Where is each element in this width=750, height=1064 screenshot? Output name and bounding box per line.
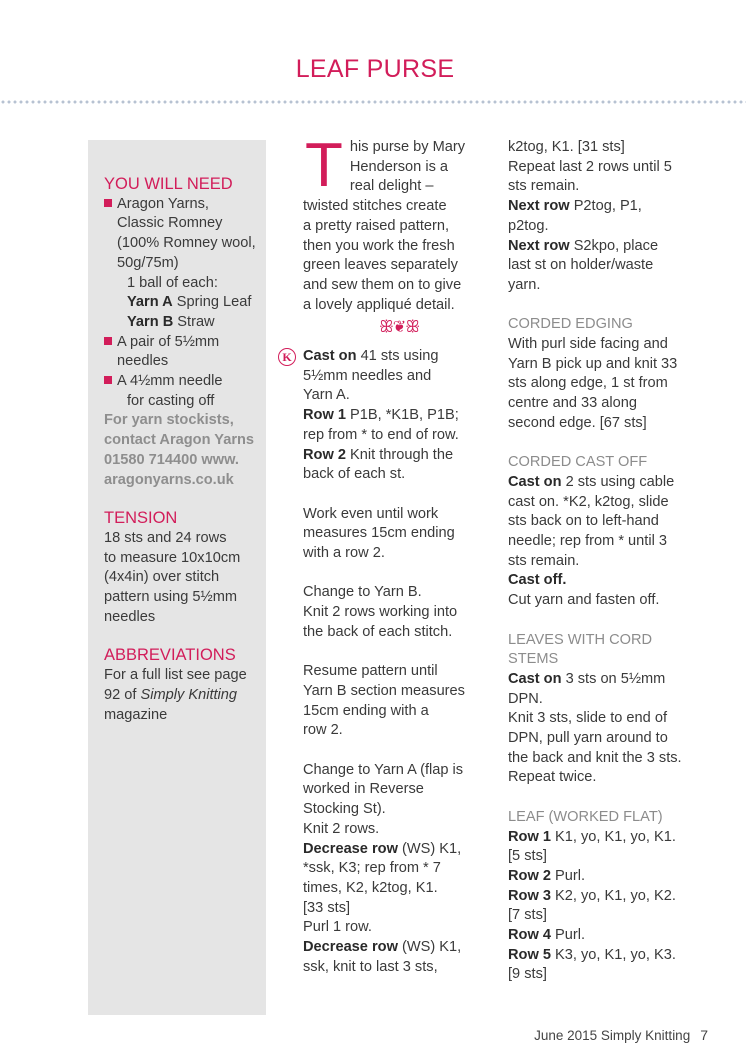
stockists-line: contact Aragon Yarns (104, 432, 255, 449)
pattern-line: Change to Yarn B. (303, 584, 422, 601)
pattern-line: With purl side facing and (508, 336, 668, 353)
pattern-line: Change to Yarn A (flap is (303, 761, 464, 778)
page-number: 7 (700, 1027, 708, 1043)
pattern-line: sts remain. (508, 178, 580, 195)
cast-on-line: Cast on 3 sts on 5½mm (508, 670, 666, 687)
materials-line: needles (117, 353, 169, 370)
pattern-line: Resume pattern until (303, 663, 438, 680)
materials-item: A pair of 5½mm (104, 333, 274, 353)
pattern-line: row 2. (303, 722, 343, 739)
abbreviations-line: For a full list see page (104, 667, 247, 684)
intro-line: real delight – (349, 178, 434, 195)
intro-line: a lovely appliqué detail. (303, 296, 455, 313)
pattern-line: [33 sts] (303, 899, 351, 916)
tension-line: needles (104, 608, 156, 625)
intro-line: green leaves separately (303, 257, 458, 274)
page-title: LEAF PURSE (295, 55, 455, 83)
intro-line: then you work the fresh (303, 237, 455, 254)
intro-line: a pretty raised pattern, (303, 217, 450, 234)
leaf-row-line: Row 5 K3, yo, K1, yo, K3. (508, 946, 676, 963)
pattern-line: the back and knit the 3 sts. (508, 749, 682, 766)
pattern-line: Repeat last 2 rows until 5 (508, 158, 672, 175)
decrease-row-line: Decrease row (WS) K1, (303, 939, 462, 956)
issue-label: June 2015 Simply Knitting (534, 1028, 691, 1043)
tension-line: 18 sts and 24 rows (104, 529, 227, 546)
pattern-line: sts along edge, 1 st from (508, 375, 668, 392)
stitch-count: [5 sts] (508, 848, 547, 865)
leaf-row-line: Row 4 Purl. (508, 927, 586, 944)
pattern-line: cast on. *K2, k2tog, slide (508, 493, 669, 510)
pattern-line: rep from * to end of row. (303, 426, 459, 443)
tension-heading: TENSION (104, 509, 178, 528)
pattern-line: Knit 3 sts, slide to end of (508, 710, 667, 727)
materials-item: Aragon Yarns, (104, 195, 274, 215)
pattern-line: Knit 2 rows working into (303, 604, 458, 621)
pattern-line: centre and 33 along (508, 395, 638, 412)
pattern-line: Yarn B section measures (303, 682, 465, 699)
pattern-line: 15cm ending with a (303, 702, 429, 719)
leaf-flat-heading: LEAF (WORKED FLAT) (508, 808, 663, 825)
intro-line: Henderson is a (349, 158, 449, 175)
pattern-line: sts back on to left-hand (508, 513, 659, 530)
materials-line: Classic Romney (117, 215, 223, 232)
pattern-line: back of each st. (303, 466, 406, 483)
cast-off-line: Cast off. (508, 572, 567, 589)
pattern-line: DPN, pull yarn around to (508, 730, 668, 747)
tension-line: pattern using 5½mm (104, 589, 238, 606)
intro-line: and sew them on to give (303, 276, 462, 293)
intro-line: his purse by Mary (349, 139, 466, 155)
abbreviations-line: magazine (104, 706, 168, 723)
row1-line: Row 1 P1B, *K1B, P1B; (303, 407, 459, 424)
stitch-count: [7 sts] (508, 907, 547, 924)
pattern-line: Cut yarn and fasten off. (508, 592, 660, 609)
pattern-line: yarn. (508, 276, 541, 293)
materials-line: 1 ball of each: (127, 274, 218, 291)
tension-line: to measure 10x10cm (104, 549, 241, 566)
pattern-line: the back of each stitch. (303, 623, 453, 640)
pattern-line: k2tog, K1. [31 sts] (508, 139, 625, 155)
sidebar-content (104, 175, 274, 725)
intro-line: twisted stitches create (303, 198, 447, 215)
pattern-line: Yarn B pick up and knit 33 (508, 355, 678, 372)
yarn-a-line: Yarn A Spring Leaf (127, 294, 252, 311)
pattern-line: Purl 1 row. (303, 919, 372, 936)
leaf-row-line: Row 3 K2, yo, K1, yo, K2. (508, 887, 676, 904)
dotted-divider (0, 100, 746, 104)
materials-line: (100% Romney wool, (117, 235, 256, 252)
pattern-line: worked in Reverse (303, 781, 424, 798)
cast-on-line: Cast on 41 sts using (303, 348, 439, 365)
pattern-line: Yarn A. (303, 387, 350, 404)
pattern-line: p2tog. (508, 217, 549, 234)
bullet-square-icon (104, 376, 112, 384)
bullet-square-icon (104, 337, 112, 345)
stitch-count: [9 sts] (508, 966, 547, 983)
pattern-line: *ssk, K3; rep from * 7 (303, 860, 441, 877)
k-badge-icon: K (278, 348, 296, 366)
corded-edging-heading: CORDED EDGING (508, 316, 633, 333)
pattern-line: sts remain. (508, 552, 580, 569)
pattern-line: times, K2, k2tog, K1. (303, 879, 438, 896)
materials-line: for casting off (127, 392, 215, 409)
drop-cap: T (305, 131, 343, 200)
pattern-line: Work even until work (303, 505, 439, 522)
leaves-heading: STEMS (508, 651, 559, 668)
instructions-column-1 (282, 131, 495, 977)
row2-line: Row 2 Knit through the (303, 446, 454, 463)
instructions-column-2 (508, 138, 708, 985)
bullet-square-icon (104, 199, 112, 207)
abbreviations-heading: ABBREVIATIONS (104, 646, 236, 665)
leaves-heading: LEAVES WITH CORD (508, 631, 653, 648)
pattern-line: ssk, knit to last 3 sts, (303, 958, 438, 975)
you-will-need-heading: YOU WILL NEED (104, 175, 233, 193)
abbreviations-line: 92 of Simply Knitting (104, 686, 238, 703)
cast-on-line: Cast on 2 sts using cable (508, 473, 675, 490)
next-row-line: Next row P2tog, P1, (508, 198, 642, 215)
stockists-line: aragonyarns.co.uk (104, 471, 234, 488)
leaf-row-line: Row 1 K1, yo, K1, yo, K1. (508, 828, 676, 845)
materials-line: 50g/75m) (117, 254, 179, 271)
pattern-line: 5½mm needles and (303, 367, 432, 384)
materials-item: A 4½mm needle (104, 372, 274, 392)
pattern-line: Repeat twice. (508, 769, 597, 786)
next-row-line: Next row S2kpo, place (508, 237, 659, 254)
pattern-line: Stocking St). (303, 801, 386, 818)
tension-line: (4x4in) over stitch (104, 569, 220, 586)
pattern-line: measures 15cm ending (303, 525, 455, 542)
pattern-line: DPN. (508, 690, 543, 707)
pattern-line: last st on holder/waste (508, 257, 654, 274)
yarn-b-line: Yarn B Straw (127, 313, 215, 330)
decrease-row-line: Decrease row (WS) K1, (303, 840, 462, 857)
stockists-line: For yarn stockists, (104, 412, 234, 429)
pattern-line: with a row 2. (303, 545, 385, 562)
page-footer (534, 1027, 708, 1043)
leaf-row-line: Row 2 Purl. (508, 867, 586, 884)
pattern-line: needle; rep from * until 3 (508, 533, 667, 550)
stockists-line: 01580 714400 www. (104, 451, 239, 468)
flourish-ornament-icon: ꕥ❦ꕥ (378, 319, 420, 337)
pattern-line: second edge. [67 sts] (508, 414, 647, 431)
pattern-line: Knit 2 rows. (303, 820, 380, 837)
corded-cast-off-heading: CORDED CAST OFF (508, 454, 648, 471)
